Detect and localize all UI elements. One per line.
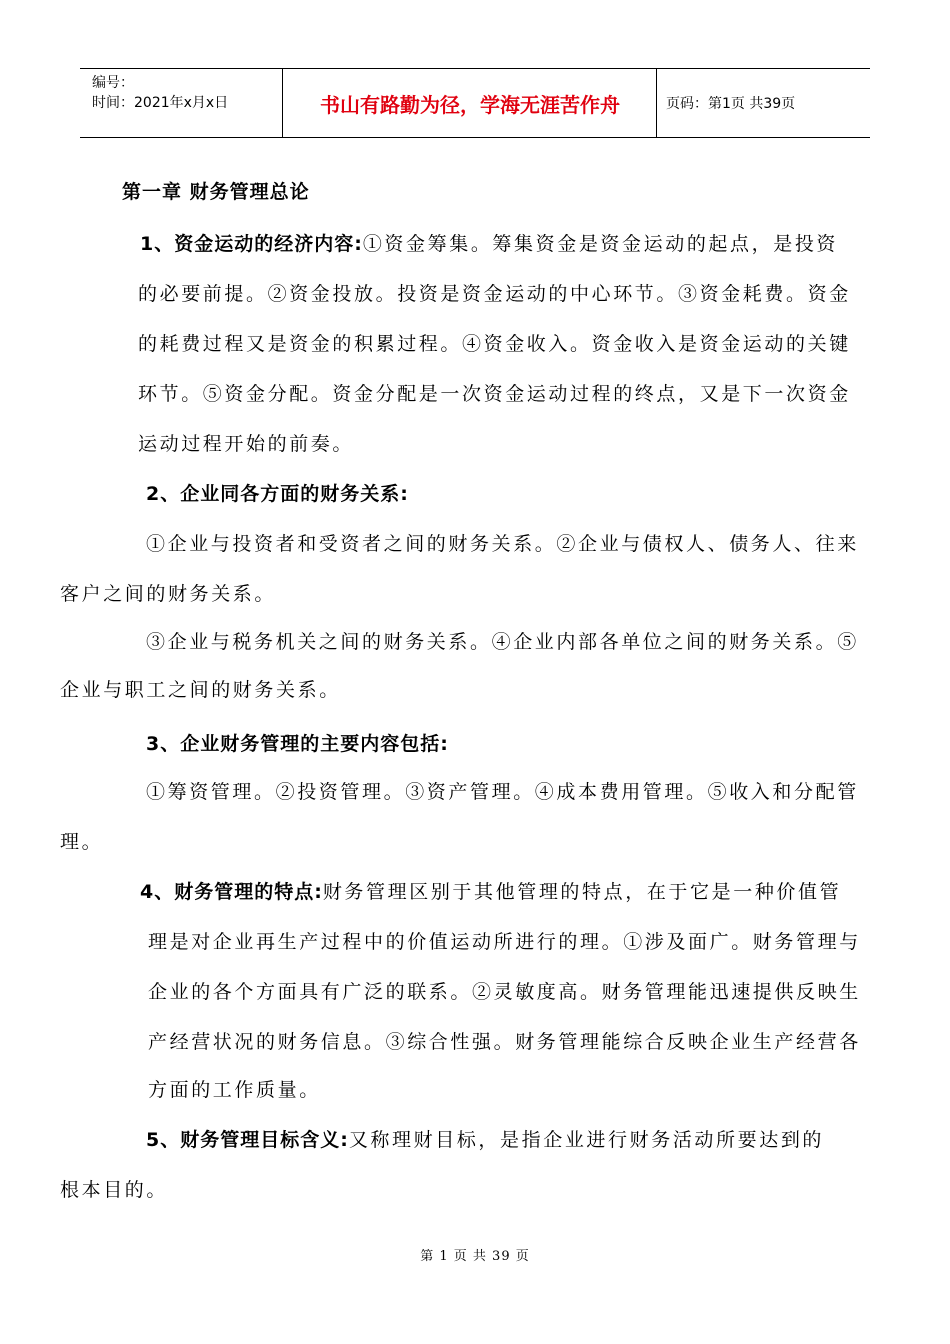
paragraph-line [140,880,841,904]
number-label: 编号： [92,75,134,91]
paragraph-line: 产经营状况的财务信息。③综合性强。财务管理能综合反映企业生产经营各 [148,1031,861,1053]
time-label: 时间：2021年x月x日 [92,95,229,111]
paragraph-line: 企业与职工之间的财务关系。 [60,679,341,701]
header-divider [282,69,283,137]
section-heading: 5、财务管理目标含义: [146,1129,349,1151]
paragraph-line [146,1128,824,1152]
section-text: ①资金筹集。筹集资金是资金运动的起点，是投资 [362,233,839,255]
section-heading: 3、企业财务管理的主要内容包括: [146,733,449,755]
paragraph-line: 的耗费过程又是资金的积累过程。④资金收入。资金收入是资金运动的关键 [138,333,851,355]
paragraph-line: 环节。⑤资金分配。资金分配是一次资金运动过程的终点，又是下一次资金 [138,383,851,405]
motto: 书山有路勤为径，学海无涯苦作舟 [320,92,620,117]
paragraph-line: 理。 [60,831,104,853]
section-heading: 1、资金运动的经济内容: [140,233,363,255]
header-divider [656,69,657,137]
paragraph-line: ①筹资管理。②投资管理。③资产管理。④成本费用管理。⑤收入和分配管 [146,781,859,803]
section-text: 财务管理区别于其他管理的特点，在于它是一种价值管 [322,881,842,903]
paragraph-line: 企业的各个方面具有广泛的联系。②灵敏度高。财务管理能迅速提供反映生 [148,981,861,1003]
paragraph-line: 根本目的。 [60,1179,169,1201]
paragraph-line: 客户之间的财务关系。 [60,583,277,605]
page-header [80,68,870,138]
header-meta [92,73,228,113]
paragraph-line [140,232,838,256]
paragraph-line: ③企业与税务机关之间的财务关系。④企业内部各单位之间的财务关系。⑤ [146,631,859,653]
page-info: 页码：第1页 共39页 [666,96,796,112]
paragraph-line: 运动过程开始的前奏。 [138,433,355,455]
paragraph-line: 方面的工作质量。 [148,1079,321,1101]
section-heading: 2、企业同各方面的财务关系: [146,483,409,505]
page-footer: 第 1 页 共 39 页 [420,1249,530,1264]
chapter-title: 第一章 财务管理总论 [122,181,310,203]
paragraph-line: 理是对企业再生产过程中的价值运动所进行的理。①涉及面广。财务管理与 [148,931,861,953]
section-text: 又称理财目标，是指企业进行财务活动所要达到的 [348,1129,825,1151]
paragraph-line: ①企业与投资者和受资者之间的财务关系。②企业与债权人、债务人、往来 [146,533,859,555]
paragraph-line: 的必要前提。②资金投放。投资是资金运动的中心环节。③资金耗费。资金 [138,283,851,305]
section-heading: 4、财务管理的特点: [140,881,323,903]
